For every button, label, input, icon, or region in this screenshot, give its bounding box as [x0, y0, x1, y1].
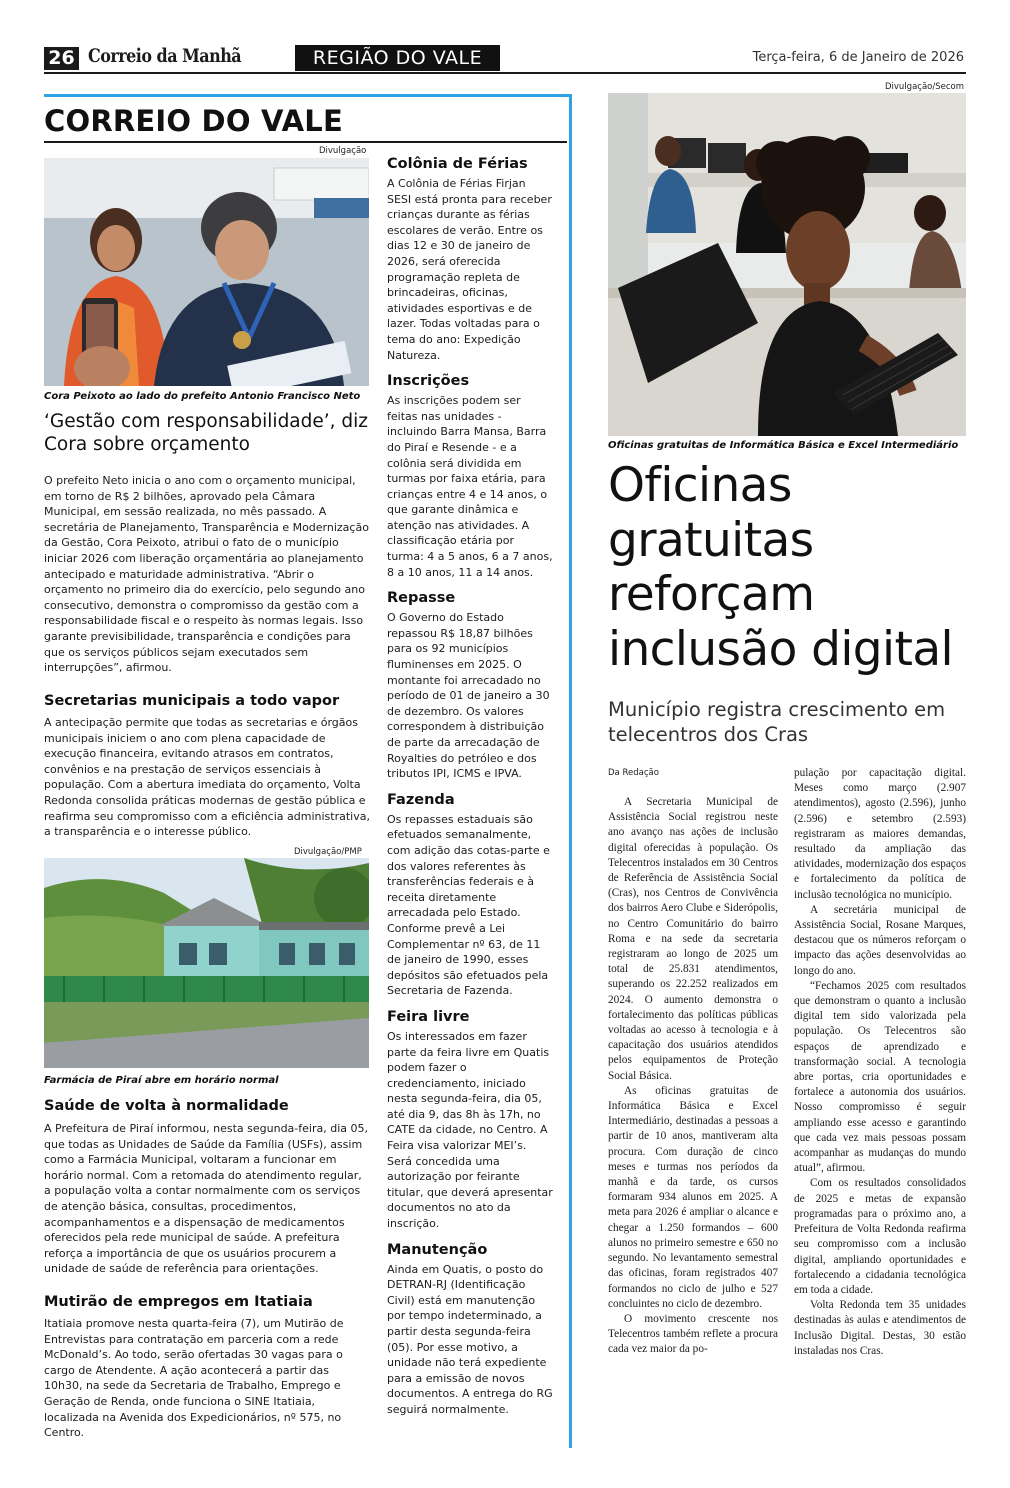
note-item [387, 373, 553, 580]
photo-oficinas-informatica [608, 93, 966, 436]
feature-deck: Município registra crescimento em telecentros dos Cras [608, 698, 946, 746]
photo-credit: Divulgação/PMP [294, 847, 362, 857]
photo-credit: Divulgação/Secom [885, 82, 965, 92]
paragraph: A Secretaria Municipal de Assistência Social registrou neste ano avanço nas ações de inclusão digital oferecidas à população. Os Telecentros instalados em 30 Centros de Referência de Assistência Social (Cras), nos Centros de Convivência dos bairros Aero Clube e Siderópolis, no Centro Comunitário do bairro Roma e na sede da secretaria registraram ao longo de 2025 um total de 25.831 atendimentos, superando os 22.252 realizados em 2024. O aumento demonstra o fortalecimento das políticas públicas voltadas ao acesso à tecnologia e à capacitação dos usuários atendidos pelos equipamentos de Proteção Social Básica. [608, 796, 778, 1082]
photo-caption: Cora Peixoto ao lado do prefeito Antonio Francisco Neto [44, 391, 361, 402]
note-item [387, 1009, 553, 1232]
page-number: 26 [44, 47, 79, 70]
article-body-empregos: Itatiaia promove nesta quarta-feira (7), um Mutirão de Entrevistas para contratação em parceria com a rede McDonald’s. Ao todo, serão ofertadas 30 vagas para o cargo de Atendente. A ação acontecerá a partir das 10h30, na sede da Secretaria de Trabalho, Emprego e Geração de Renda, onde funciona o SINE Itatiaia, localizada na Avenida dos Expedicionários, nº 575, no Centro. [44, 1317, 344, 1440]
headline-saude: Saúde de volta à normalidade [44, 1098, 289, 1114]
paragraph: As oficinas gratuitas de Informática Básica e Excel Intermediário, destinadas a pessoas a partir de 10 anos, mantiveram alta procura. Com duração de cinco meses e turmas nos períodos da manhã e da tarde, os cursos formaram 934 alunos em 2025. A meta para 2026 é ampliar o alcance e chegar a 1.250 formandos – 600 alunos no primeiro semestre e 650 no segundo. No levantamento semestral das oficinas, foram registrados 407 formandos no ciclo de julho e 527 concluintes no ciclo de dezembro. [608, 1084, 778, 1310]
paragraph: Volta Redonda tem 35 unidades destinadas às aulas e atendimentos de Inclusão Digital. Destas, 30 estão instaladas nos Cras. [794, 1299, 966, 1357]
article-body-saude: A Prefeitura de Piraí informou, nesta segunda-feira, dia 05, que todas as Unidades de Saúde da Família (USFs), assim como a Farmácia Municipal, voltaram a funcionar em horário normal. Com a retomada do atendimento regular, a população volta a contar normalmente com os serviços de atenção básica, consultas, procedimentos, acompanhamentos e a dispensação de medicamentos oferecidos pela rede municipal de saúde. A prefeitura reforça a importância de que os usuários procurem a unidade de saúde de referência para orientações. [44, 1122, 368, 1276]
newspaper-name: Correio da Manhã [88, 45, 242, 67]
byline: Da Redação [608, 768, 659, 778]
note-body: Ainda em Quatis, o posto do DETRAN-RJ (Identificação Civil) está em manutenção por tempo indeterminado, a partir desta segunda-feira (05). Por esse motivo, a unidade não terá expediente para a emissão de novos documentos. A entrega do RG seguirá normalmente. [387, 1262, 553, 1416]
section-title: CORREIO DO VALE [44, 104, 343, 138]
paragraph: “Fechamos 2025 com resultados que demonstram o quanto a inclusão digital tem sido valorizada pela população. Os Telecentros são espaços de aprendizado e transformação social. A tecnologia abre portas, cria oportunidades e fortalece a autonomia dos usuários. Nosso compromisso é seguir ampliando esse acesso e garantindo que cada vez mais pessoas possam acompanhar as mudanças do mundo atual”, afirmou. [794, 979, 966, 1175]
feature-headline: Oficinas gratuitas reforçam inclusão digital [608, 458, 953, 677]
note-title: Feira livre [387, 1008, 470, 1025]
note-body: O Governo do Estado repassou R$ 18,87 bilhões para os 92 municípios fluminenses em 2025. O montante foi arrecadado no período de 01 de janeiro a 30 de dezembro. Os valores correspondem à distribuição de parte da arrecadação de Royalties do petróleo e dos tributos IPI, ICMS e IPVA. [387, 611, 550, 781]
headline-empregos: Mutirão de empregos em Itatiaia [44, 1294, 313, 1310]
note-item [387, 1242, 553, 1418]
section-title-rule [44, 141, 567, 143]
issue-date: Terça-feira, 6 de Janeiro de 2026 [752, 50, 964, 65]
photo-farmacia-pirai [44, 858, 369, 1068]
subhead-secretarias: Secretarias municipais a todo vapor [44, 693, 340, 709]
note-title: Fazenda [387, 791, 455, 808]
note-title: Colônia de Férias [387, 156, 528, 172]
note-body: Os interessados em fazer parte da feira livre em Quatis podem fazer o credenciamento, iniciado nesta segunda-feira, dia 05, até dia 9, das 8h às 17h, no CATE da cidade, no Centro. A Feira visa valorizar MEI’s. Será concedida uma autorização por feirante titular, que deverá apresentar documentos no ato da inscrição. [387, 1029, 553, 1231]
paragraph: O movimento crescente nos Telecentros também reflete a procura cada vez maior da po- [608, 1312, 778, 1356]
section-top-accent [44, 94, 572, 97]
note-body: Os repasses estaduais são efetuados semanalmente, com adição das cotas-parte e dos valores referentes às transferências federais e à receita diretamente arrecadada pelo Estado. Conforme prevê a Lei Complementar nº 63, de 11 de janeiro de 1990, esses depósitos são efetuados pela Secretaria de Fazenda. [387, 812, 550, 998]
note-item [387, 156, 553, 363]
masthead-rule [44, 72, 966, 74]
note-body: A Colônia de Férias Firjan SESI está pronta para receber crianças durante as férias escolares de verão. Entre os dias 12 e 30 de janeiro de 2026, será oferecida programação repleta de brincadeiras, oficinas, atividades esportivas e de lazer. Todas voltadas para o tema do ano: Expedição Natureza. [387, 177, 552, 362]
section-side-accent [569, 94, 572, 1448]
note-item [387, 792, 553, 999]
note-body: As inscrições podem ser feitas nas unidades - incluindo Barra Mansa, Barra do Piraí e Resende - e a colônia será dividida em turmas por faixa etária, para crianças entre 4 e 14 anos, o que garante dinâmica e atenção nas atividades. A classificação etária por turma: 4 a 5 anos, 6 a 7 anos, 8 a 10 anos, 11 a 14 anos. [387, 394, 553, 579]
note-item [387, 590, 553, 782]
note-title: Repasse [387, 590, 456, 607]
photo-cora-prefeito [44, 158, 369, 386]
feature-column-2 [794, 766, 966, 1359]
feature-column-1 [608, 795, 778, 1358]
article-body-orcamento: O prefeito Neto inicia o ano com o orçamento municipal, em torno de R$ 2 bilhões, aprovado pela Câmara Municipal, em sessão realizada, no mês passado. A secretária de Planejamento, Transparência e Modernização da Gestão, Cora Peixoto, atribui o fato de o município iniciar 2026 com liberação orçamentária ao planejamento antecipado e maturidade administrativa. “Abrir o orçamento no primeiro dia do exercício, pelo segundo ano consecutivo, demonstra o compromisso da gestão com a responsabilidade fiscal e o respeito às normas legais. Isso garante previsibilidade, transparência e condições para que os serviços públicos sejam executados sem interrupções”, afirmou. [44, 474, 369, 675]
paragraph: A secretária municipal de Assistência Social, Rosane Marques, destacou que os números reforçam o impacto das ações desenvolvidas ao longo do ano. [794, 903, 966, 977]
note-title: Inscrições [387, 373, 470, 390]
photo-credit: Divulgação [319, 146, 367, 156]
photo-caption: Oficinas gratuitas de Informática Básica e Excel Intermediário [608, 440, 959, 451]
paragraph: pulação por capacitação digital. Meses como março (2.907 atendimentos), agosto (2.596), junho (2.596) e setembro (2.593) registraram as maiores demandas, resultado da ampliação das atividades, modernização dos espaços e fortalecimento da política de inclusão tecnológica no município. [794, 767, 966, 901]
article-body-secretarias: A antecipação permite que todas as secretarias e órgãos municipais iniciem o ano com plena capacidade de execução financeira, evitando atrasos em contratos, convênios e na prestação de serviços essenciais à população. Com a abertura imediata do orçamento, Volta Redonda consolida práticas modernas de gestão pública e reafirma seu compromisso com a eficiência administrativa, a transparência e o interesse público. [44, 716, 370, 839]
notes-column [387, 156, 553, 1418]
paragraph: Com os resultados consolidados de 2025 e metas de expansão programadas para o próximo ano, a Prefeitura de Volta Redonda reafirma seu compromisso com a inclusão digital, ampliando oportunidades e fortalecendo a cidadania tecnológica em toda a cidade. [794, 1177, 966, 1296]
note-title: Manutenção [387, 1241, 488, 1258]
headline-orcamento: ‘Gestão com responsabilidade’, diz Cora sobre orçamento [44, 411, 369, 455]
section-label: REGIÃO DO VALE [295, 45, 500, 71]
photo-caption: Farmácia de Piraí abre em horário normal [44, 1075, 279, 1086]
